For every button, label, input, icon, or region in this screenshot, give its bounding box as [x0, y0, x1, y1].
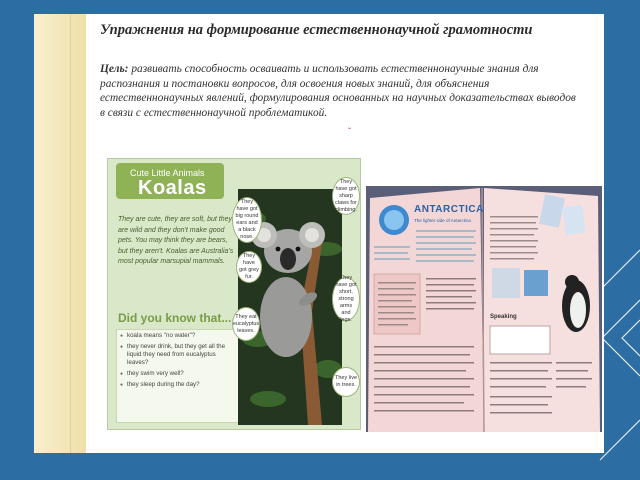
fact-bubble: They live in trees. [332, 367, 360, 397]
koala-intro-text: They are cute, they are soft, but they are wild and they don't make good pets. You may think they are bears, but they aren't. Koalas are Australia's most popular marsupial mammals. [118, 216, 234, 265]
goal-label: Цель: [100, 63, 129, 75]
koala-caption: Cute Little Animals [130, 168, 205, 178]
book-caption: The lighter side of Antarctica [414, 218, 471, 223]
know-item: ● they swim very well? [119, 370, 236, 378]
antarctica-textbook-photo [366, 186, 602, 432]
slide [34, 14, 604, 453]
fact-bubble: They eat eucalyptus leaves. [232, 307, 260, 341]
open-book-illustration [366, 186, 602, 432]
know-item: ● they never drink, but they get all the liquid they need from eucalyptus leaves? [119, 343, 236, 367]
fact-bubble: They have got big round ears and a black nose. [232, 197, 262, 243]
book-title: ANTARCTICA [414, 204, 484, 215]
koala-header-banner [116, 163, 224, 199]
goal-text: развивать способность осваивать и использовать естественнонаучные знания для распознания и постановки вопросов, для освоения новых знаний, для объяснения естественнонаучных явлений, формулирования основанных на научных доказательствах выводов в связи с естественнонаучной проблематикой. [100, 63, 576, 119]
slide-goal [100, 62, 582, 120]
know-item: ● koala means "no water"? [119, 332, 236, 340]
koala-textbook-photo [107, 158, 361, 430]
fact-bubble: They have got grey fur. [236, 251, 262, 283]
slide-title: Упражнения на формирование естественнонаучной грамотности [100, 22, 533, 38]
did-you-know-box [116, 329, 240, 423]
know-item: ● they sleep during the day? [119, 381, 236, 389]
did-you-know-heading: Did you know that... [118, 311, 232, 325]
fact-bubble: They have got short, strong arms and legs. [332, 277, 360, 321]
left-decorative-strip [34, 14, 86, 453]
book-speaking-heading: Speaking [490, 314, 517, 320]
fact-bubble: They have got sharp claws for climbing. [332, 177, 360, 215]
koala-title: Koalas [138, 177, 207, 199]
decorative-mark [430, 440, 444, 454]
red-mark: ˇ [348, 126, 351, 136]
